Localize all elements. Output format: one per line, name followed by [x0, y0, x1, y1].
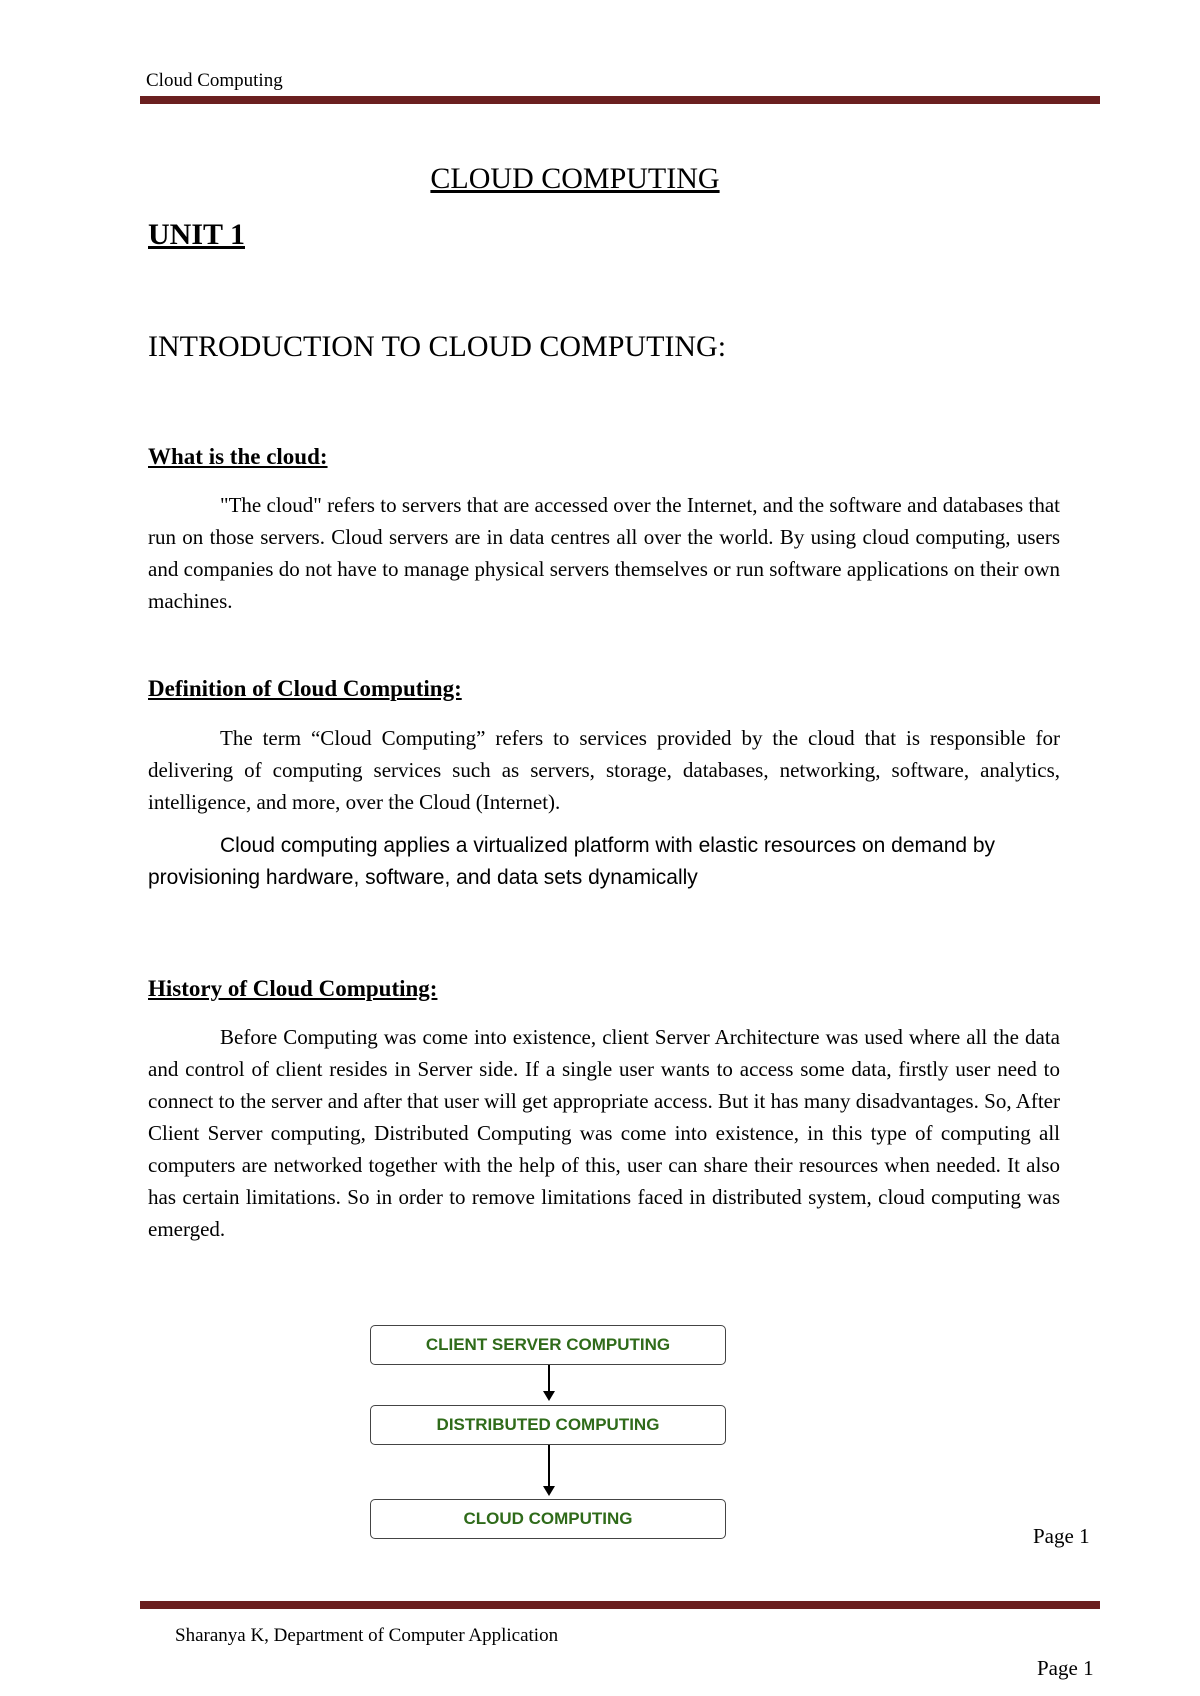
running-header: Cloud Computing: [146, 70, 283, 91]
flow-arrowhead-1: [543, 1391, 555, 1401]
flow-box-distributed: DISTRIBUTED COMPUTING: [370, 1405, 726, 1445]
footer-author: Sharanya K, Department of Computer Application: [175, 1625, 559, 1646]
flow-box-cloud: CLOUD COMPUTING: [370, 1499, 726, 1539]
flow-arrow-1: [548, 1365, 550, 1393]
flow-arrow-2: [548, 1445, 550, 1488]
flow-box-client-server: CLIENT SERVER COMPUTING: [370, 1325, 726, 1365]
definition-heading: Definition of Cloud Computing:: [148, 676, 462, 701]
footer-page-number: Page 1: [1037, 1656, 1094, 1680]
footer-rule: [140, 1601, 1100, 1609]
what-is-cloud-heading: What is the cloud:: [148, 444, 328, 469]
unit-heading: UNIT 1: [148, 218, 245, 251]
what-is-cloud-paragraph: "The cloud" refers to servers that are accessed over the Internet, and the software and databases that run on those servers. Cloud servers are in data centres all over the world. By using cloud computing, users and companies do not have to manage physical servers themselves or run software applications on their own machines.: [148, 493, 1060, 613]
history-paragraph: Before Computing was come into existence, client Server Architecture was used where all the data and control of client resides in Server side. If a single user wants to access some data, firstly user need to connect to the server and after that user will get appropriate access. But it has many disadvantages. So, After Client Server computing, Distributed Computing was come into existence, in this type of computing all computers are networked together with the help of this, user can share their resources when needed. It also has certain limitations. So in order to remove limitations faced in distributed system, cloud computing was emerged.: [148, 1025, 1060, 1241]
intro-heading: INTRODUCTION TO CLOUD COMPUTING:: [148, 330, 727, 363]
page-number-inner: Page 1: [1033, 1524, 1090, 1548]
header-rule: [140, 96, 1100, 104]
document-title: CLOUD COMPUTING: [430, 162, 720, 195]
definition-paragraph-2: Cloud computing applies a virtualized platform with elastic resources on demand by provisioning hardware, software, and data sets dynamically: [148, 834, 996, 889]
definition-paragraph: The term “Cloud Computing” refers to services provided by the cloud that is responsible for delivering of computing services such as servers, storage, databases, networking, software, analytics, intelligence, and more, over the Cloud (Internet).: [148, 726, 1060, 814]
history-heading: History of Cloud Computing:: [148, 976, 438, 1001]
flow-arrowhead-2: [543, 1486, 555, 1496]
